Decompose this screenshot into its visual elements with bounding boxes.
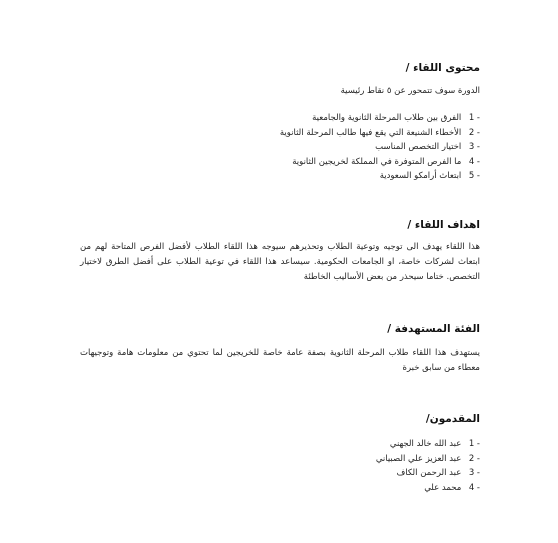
list-item xyxy=(80,466,480,481)
list-item-number: 2 - xyxy=(468,453,480,464)
goals-body: هذا اللقاء يهدف الى توجيه وتوعية الطلاب وتحذيرهم سيوجه هذا اللقاء الطلاب لأفضل الفرص المتاحة لهم من ابتعاث لشركات خاصة، او الجامعات الحكومية. سيساعد هذا اللقاء في توعية الطلاب على أفضل الطرق لاختيار التخصص. ختاما سيحذر من بعض الأساليب الخاطئة xyxy=(80,242,480,282)
list-item-text: محمد علي xyxy=(424,482,462,493)
list-item-text: ابتعاث أرامكو السعودية xyxy=(379,171,462,181)
list-item-text: الأخطاء الشنيعة التي يقع فيها طالب المرحلة الثانوية xyxy=(279,127,462,138)
list-item-text: ما الفرص المتوفرة في المملكة لخريجين الثانوية xyxy=(292,156,462,167)
list-item xyxy=(80,169,480,184)
list-item xyxy=(80,126,480,141)
list-item-text: عبد العزيز علي الصبياني xyxy=(375,453,462,464)
list-item-text: اختيار التخصص المناسب xyxy=(375,142,462,152)
list-item xyxy=(80,452,480,467)
target-body: يستهدف هذا اللقاء طلاب المرحلة الثانوية بصفة عامة خاصة للخريجين لما تحتوي من معلومات هامة وتوجيهات معطاء من سابق خبرة xyxy=(80,348,480,373)
list-item-number: 3 - xyxy=(468,142,480,152)
list-item-number: 2 - xyxy=(468,127,480,138)
list-item-number: 1 - xyxy=(468,439,480,449)
goals-heading: اهداف اللقاء / xyxy=(407,219,480,231)
content-list xyxy=(80,111,480,184)
presenters-heading: المقدمون/ xyxy=(425,413,480,425)
list-item xyxy=(80,481,480,496)
list-item-text: عبد الرحمن الكاف xyxy=(396,468,462,478)
list-item-number: 4 - xyxy=(468,156,480,167)
target-heading: الفئة المستهدفة / xyxy=(387,323,480,335)
list-item-number: 4 - xyxy=(468,482,480,493)
presenters-list xyxy=(80,437,480,495)
list-item-number: 3 - xyxy=(468,468,480,478)
list-item xyxy=(80,140,480,155)
list-item xyxy=(80,111,480,126)
content-heading: محتوى اللقاء / xyxy=(405,62,480,74)
list-item-text: الفرق بين طلاب المرحلة الثانوية والجامعية xyxy=(312,113,462,123)
content-intro: الدورة سوف تتمحور عن ٥ نقاط رئيسية xyxy=(340,86,480,96)
list-item xyxy=(80,155,480,170)
list-item xyxy=(80,437,480,452)
list-item-number: 5 - xyxy=(468,171,480,181)
list-item-text: عبد الله خالد الجهني xyxy=(389,439,462,449)
list-item-number: 1 - xyxy=(468,113,480,123)
